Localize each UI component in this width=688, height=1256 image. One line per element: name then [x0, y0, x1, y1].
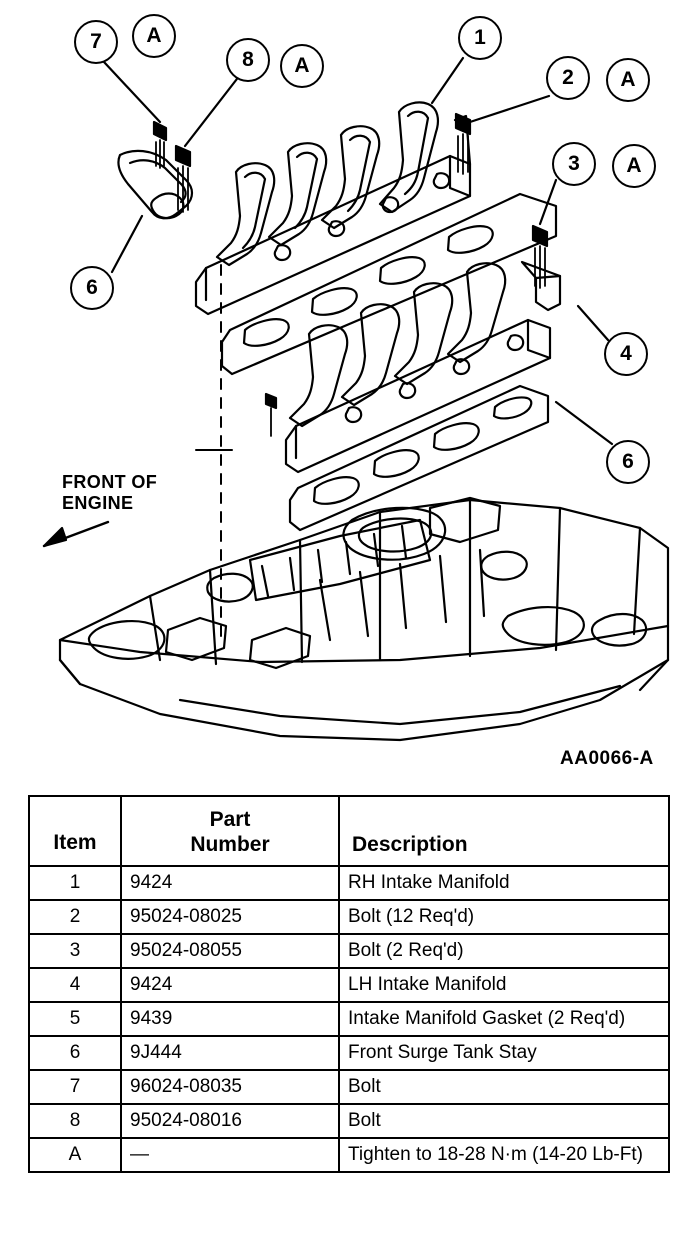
- cell-part-number: 9439: [121, 1002, 339, 1036]
- cell-part-number: 9424: [121, 968, 339, 1002]
- lh-runner-4: [290, 325, 347, 426]
- rh-rail-hole-a: [434, 173, 449, 188]
- table-header: [29, 796, 669, 866]
- cell-part-number: 95024-08055: [121, 934, 339, 968]
- block-side-edges: [60, 660, 668, 690]
- rh-runner-1: [380, 102, 438, 212]
- cell-part-number: 95024-08025: [121, 900, 339, 934]
- cell-part-number: 9424: [121, 866, 339, 900]
- cell-part-number: 95024-08016: [121, 1104, 339, 1138]
- lh-runner-3: [342, 304, 399, 405]
- cell-part-number: —: [121, 1138, 339, 1172]
- callout-6-top: 6: [70, 266, 114, 310]
- block-port-left: [89, 621, 165, 659]
- table-header-row: [29, 796, 669, 866]
- lh-rail-hole-c: [400, 383, 415, 398]
- rh-runner-1-inner: [405, 112, 428, 194]
- rh-gasket-port-1: [244, 319, 289, 346]
- cell-description: LH Intake Manifold: [339, 968, 669, 1002]
- callout-4: 4: [604, 332, 648, 376]
- bolt-7-head: [154, 122, 166, 140]
- cell-item: 5: [29, 1002, 121, 1036]
- header-item: Item: [29, 796, 121, 866]
- engine-block-top-edge: [60, 626, 668, 662]
- bolt-3-head: [533, 226, 547, 246]
- callout-6-bottom: 6: [606, 440, 650, 484]
- leader-1: [432, 58, 463, 103]
- cell-item: 2: [29, 900, 121, 934]
- leader-6-bottom: [556, 402, 612, 444]
- engine-block-outline: [60, 500, 668, 740]
- lh-gasket-port-4: [494, 397, 531, 418]
- cell-item: 4: [29, 968, 121, 1002]
- block-cap-b: [481, 552, 527, 580]
- lh-rail-hole-a: [508, 335, 523, 350]
- table-row: [29, 1138, 669, 1172]
- header-part-line-1: Part: [209, 808, 251, 831]
- callout-3: 3: [552, 142, 596, 186]
- table-row: [29, 968, 669, 1002]
- leader-6-top: [112, 216, 142, 272]
- callout-a-4: A: [612, 144, 656, 188]
- lh-gasket-port-1: [314, 477, 359, 504]
- leader-4: [578, 306, 608, 340]
- table-row: [29, 1070, 669, 1104]
- cell-description: Front Surge Tank Stay: [339, 1036, 669, 1070]
- callout-8: 8: [226, 38, 270, 82]
- callout-1: 1: [458, 16, 502, 60]
- cell-description: RH Intake Manifold: [339, 866, 669, 900]
- cell-description: Intake Manifold Gasket (2 Req'd): [339, 1002, 669, 1036]
- cell-description: Bolt: [339, 1104, 669, 1138]
- rh-rail-hole-d: [275, 245, 290, 260]
- leader-2: [470, 96, 549, 122]
- table-row: [29, 900, 669, 934]
- rh-runner-2-inner: [348, 136, 370, 211]
- block-port-right: [503, 607, 584, 645]
- cell-description: Bolt (12 Req'd): [339, 900, 669, 934]
- cell-description: Bolt (2 Req'd): [339, 934, 669, 968]
- rh-runner-4-inner: [243, 173, 265, 248]
- callout-a-1: A: [132, 14, 176, 58]
- figure-code: AA0066-A: [560, 748, 654, 769]
- cell-item: 8: [29, 1104, 121, 1138]
- rh-runner-3-inner: [295, 153, 317, 228]
- front-of-engine-line-2: ENGINE: [62, 493, 134, 513]
- callout-2: 2: [546, 56, 590, 100]
- cell-item: 7: [29, 1070, 121, 1104]
- table-row: [29, 934, 669, 968]
- parts-table: [28, 795, 670, 1173]
- lh-gasket-port-3: [434, 423, 479, 450]
- cell-description: Tighten to 18-28 N·m (14-20 Lb-Ft): [339, 1138, 669, 1172]
- cell-item: 3: [29, 934, 121, 968]
- table-row: [29, 1002, 669, 1036]
- cell-item: A: [29, 1138, 121, 1172]
- rh-gasket-port-4: [448, 226, 493, 253]
- block-cap-a: [207, 574, 253, 602]
- cell-description: Bolt: [339, 1070, 669, 1104]
- bolt-extra-head: [266, 394, 276, 408]
- lh-rail-hole-d: [346, 407, 361, 422]
- front-of-engine-label: [62, 472, 157, 514]
- cell-item: 6: [29, 1036, 121, 1070]
- cell-part-number: 9J444: [121, 1036, 339, 1070]
- header-description: Description: [339, 796, 669, 866]
- block-center-ribs: [320, 550, 484, 640]
- rh-gasket-port-3: [380, 257, 425, 284]
- leader-7: [104, 62, 160, 122]
- cell-part-number: 96024-08035: [121, 1070, 339, 1104]
- bolt-2-head: [456, 114, 470, 134]
- lh-rail-boss-right: [522, 262, 560, 310]
- block-bottom-contour: [180, 686, 620, 724]
- rh-gasket-port-2: [312, 288, 357, 315]
- callout-a-2: A: [280, 44, 324, 88]
- header-part-line-2: Number: [190, 833, 270, 856]
- table-row: [29, 1036, 669, 1070]
- bolt-2-shank: [458, 134, 468, 174]
- callout-7: 7: [74, 20, 118, 64]
- block-boss-a: [166, 618, 226, 660]
- front-arrow-head: [44, 528, 66, 546]
- cell-item: 1: [29, 866, 121, 900]
- header-part-number: [121, 796, 339, 866]
- bolt-8-head: [176, 146, 190, 166]
- front-of-engine-line-1: FRONT OF: [62, 472, 158, 492]
- leader-8: [185, 75, 240, 146]
- block-boss-c: [592, 614, 646, 646]
- table-row: [29, 866, 669, 900]
- table-body: [29, 866, 669, 1172]
- table-row: [29, 1104, 669, 1138]
- callout-a-3: A: [606, 58, 650, 102]
- rh-rail-hole-c: [329, 221, 344, 236]
- lh-gasket-port-2: [374, 450, 419, 477]
